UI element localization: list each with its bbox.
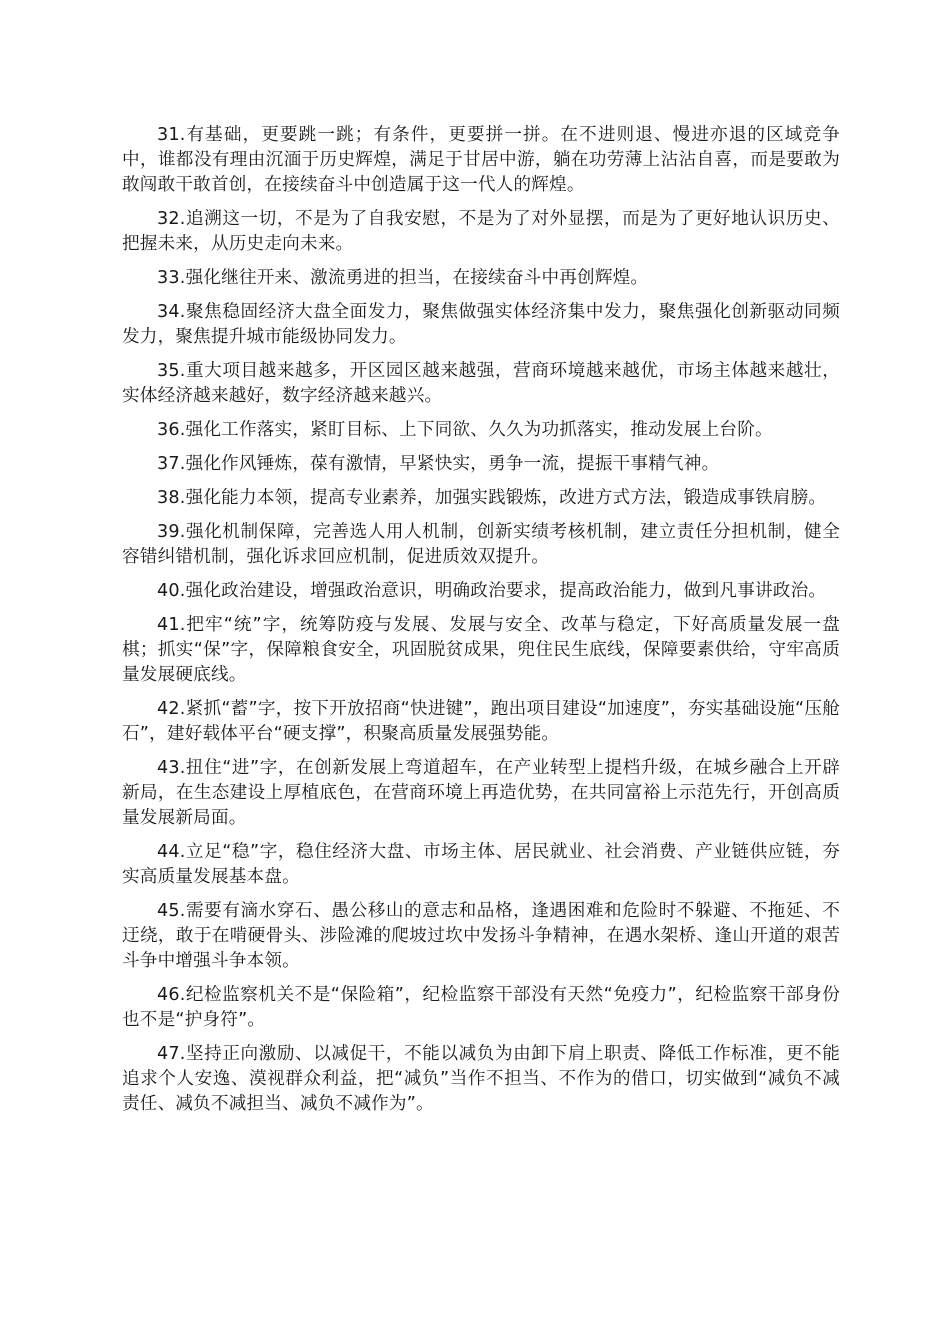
paragraph-33: 33.强化继往开来、激流勇进的担当，在接续奋斗中再创辉煌。 bbox=[157, 268, 649, 288]
paragraph-34: 34.聚焦稳固经济大盘全面发力，聚焦做强实体经济集中发力，聚焦强化创新驱动同频发力，聚焦提升城市能级协同发力。 bbox=[122, 302, 840, 347]
paragraph-43: 43.扭住“进”字，在创新发展上弯道超车，在产业转型上提档升级，在城乡融合上开辟新局，在生态建设上厚植底色，在营商环境上再造优势，在共同富裕上示范先行，开创高质量发展新局面。 bbox=[122, 758, 840, 828]
paragraph-38: 38.强化能力本领，提高专业素养，加强实践锻炼，改进方式方法，锻造成事铁肩膀。 bbox=[157, 488, 827, 508]
paragraph-44: 44.立足“稳”字，稳住经济大盘、市场主体、居民就业、社会消费、产业链供应链，夯实高质量发展基本盘。 bbox=[122, 842, 840, 887]
paragraph-36: 36.强化工作落实，紧盯目标、上下同欲、久久为功抓落实，推动发展上台阶。 bbox=[157, 420, 773, 440]
paragraph-35: 35.重大项目越来越多，开区园区越来越强，营商环境越来越优，市场主体越来越壮，实体经济越来越好，数字经济越来越兴。 bbox=[122, 361, 840, 406]
paragraph-31: 31.有基础，更要跳一跳；有条件，更要拼一拼。在不进则退、慢进亦退的区域竞争中，谁都没有理由沉湎于历史辉煌，满足于甘居中游，躺在功劳薄上沾沾自喜，而是要敢为敢闯敢干敢首创，在接续奋斗中创造属于这一代人的辉煌。 bbox=[122, 125, 840, 195]
paragraph-46: 46.纪检监察机关不是“保险箱”，纪检监察干部没有天然“免疫力”，纪检监察干部身份也不是“护身符”。 bbox=[122, 985, 840, 1030]
paragraph-45: 45.需要有滴水穿石、愚公移山的意志和品格，逢遇困难和危险时不躲避、不拖延、不迂绕，敢于在啃硬骨头、涉险滩的爬坡过坎中发扬斗争精神，在遇水架桥、逢山开道的艰苦斗争中增强斗争本领。 bbox=[122, 901, 840, 971]
paragraph-39: 39.强化机制保障，完善选人用人机制，创新实绩考核机制，建立责任分担机制，健全容错纠错机制，强化诉求回应机制，促进质效双提升。 bbox=[122, 522, 840, 567]
paragraph-32: 32.追溯这一切，不是为了自我安慰，不是为了对外显摆，而是为了更好地认识历史、把握未来，从历史走向未来。 bbox=[122, 209, 840, 254]
paragraph-41: 41.把牢“统”字，统筹防疫与发展、发展与安全、改革与稳定，下好高质量发展一盘棋；抓实“保”字，保障粮食安全，巩固脱贫成果，兜住民生底线，保障要素供给，守牢高质量发展硬底线。 bbox=[122, 615, 840, 685]
paragraph-37: 37.强化作风锤炼，葆有激情，早紧快实，勇争一流，提振干事精气神。 bbox=[157, 454, 720, 474]
paragraph-40: 40.强化政治建设，增强政治意识，明确政治要求，提高政治能力，做到凡事讲政治。 bbox=[157, 581, 827, 601]
paragraph-42: 42.紧抓“蓄”字，按下开放招商“快进键”，跑出项目建设“加速度”，夯实基础设施“压舱石”，建好载体平台“硬支撑”，积聚高质量发展强势能。 bbox=[122, 699, 840, 744]
paragraph-47: 47.坚持正向激励、以减促干，不能以减负为由卸下肩上职责、降低工作标准，更不能追求个人安逸、漠视群众利益，把“减负”当作不担当、不作为的借口，切实做到“减负不减责任、减负不减担当、减负不减作为”。 bbox=[122, 1044, 840, 1114]
